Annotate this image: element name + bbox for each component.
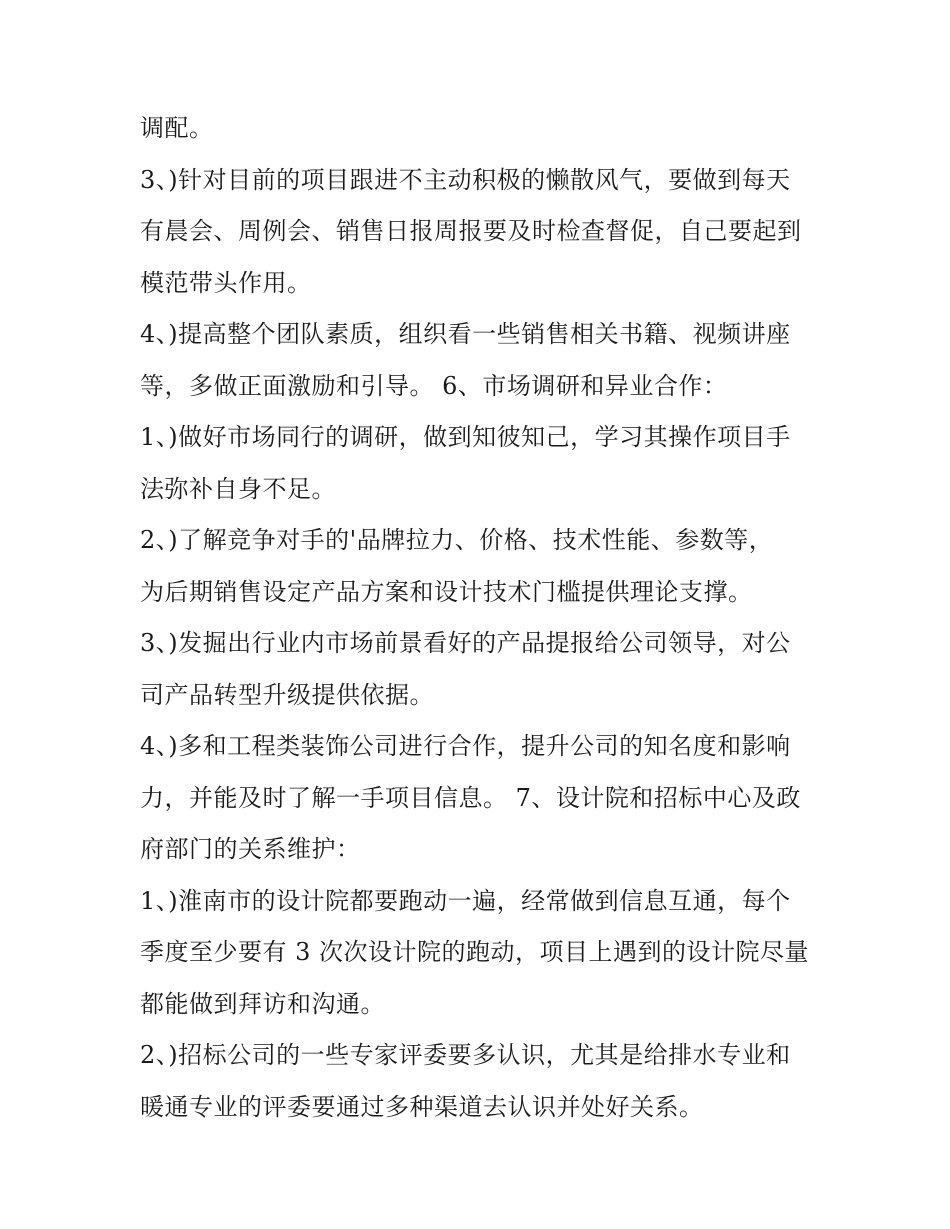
text-line: 调配。 — [140, 114, 214, 142]
text-line: 1、)淮南市的设计院都要跑动一遍，经常做到信息互通，每个 — [140, 886, 791, 915]
text-line: 2、)招标公司的一些专家评委要多认识，尤其是给排水专业和 — [140, 1041, 791, 1069]
text-line: 为后期销售设定产品方案和设计技术门槛提供理论支撑。 — [140, 577, 753, 606]
text-line: 3、)发掘出行业内市场前景看好的产品提报给公司领导，对公 — [140, 629, 791, 657]
document-body — [140, 103, 820, 1133]
text-line: 暖通专业的评委要通过多种渠道去认识并处好关系。 — [140, 1092, 704, 1121]
text-line: 有晨会、周例会、销售日报周报要及时检查督促，自己要起到 — [140, 217, 802, 245]
text-line: 力，并能及时了解一手项目信息。 7、设计院和招标中心及政 — [140, 783, 801, 812]
text-line: 都能做到拜访和沟通。 — [140, 989, 385, 1018]
text-line: 4、)提高整个团队素质，组织看一些销售相关书籍、视频讲座 — [140, 320, 791, 348]
text-line: 2、)了解竞争对手的'品牌拉力、价格、技术性能、参数等， — [140, 526, 774, 554]
text-line: 司产品转型升级提供依据。 — [140, 680, 434, 709]
text-line: 法弥补自身不足。 — [140, 474, 336, 503]
text-line: 3、)针对目前的项目跟进不主动积极的懒散风气，要做到每天 — [140, 165, 791, 194]
text-line: 等，多做正面激励和引导。 6、市场调研和异业合作： — [140, 371, 728, 400]
text-line: 4、)多和工程类装饰公司进行合作，提升公司的知名度和影响 — [140, 732, 791, 760]
text-line: 1、)做好市场同行的调研，做到知彼知己，学习其操作项目手 — [140, 423, 791, 451]
text-line: 季度至少要有 3 次次设计院的跑动，项目上遇到的设计院尽量 — [140, 938, 810, 966]
text-line: 模范带头作用。 — [140, 268, 312, 297]
text-line: 府部门的关系维护： — [140, 835, 361, 863]
